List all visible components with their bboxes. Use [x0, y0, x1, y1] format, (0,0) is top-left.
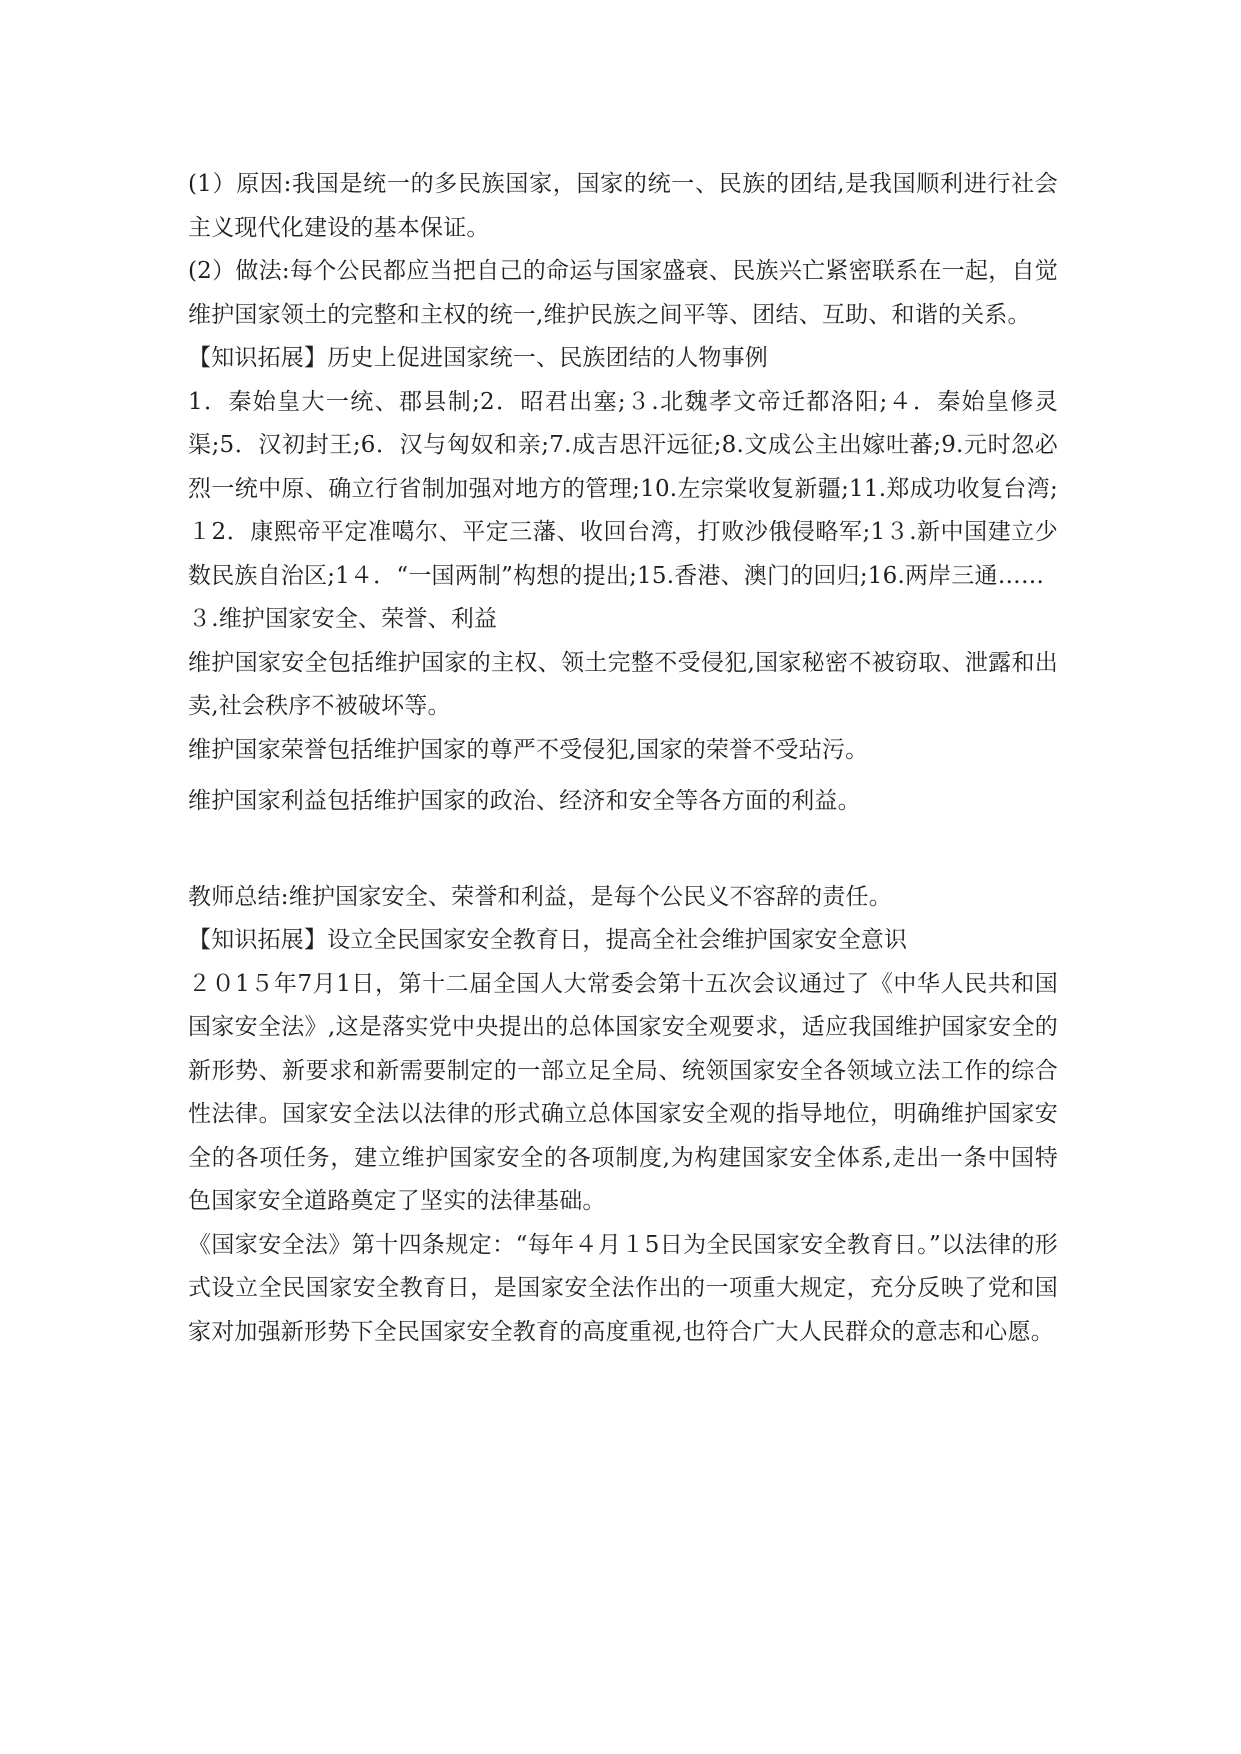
paragraph-knowledge-heading-2: 【知识拓展】设立全民国家安全教育日，提高全社会维护国家安全意识 — [188, 927, 908, 953]
paragraph-historical-examples: 1．秦始皇大一统、郡县制;2．昭君出塞;３.北魏孝文帝迁都洛阳;４．秦始皇修灵渠;5．汉初封王;6．汉与匈奴和亲;7.成吉思汗远征;8.文成公主出嫁吐蕃;9.元时忽必烈一统中原、确立行省制加强对地方的管理;10.左宗棠收复新疆;11.郑成功收复台湾;１2．康熙帝平定准噶尔、平定三藩、收回台湾，打败沙俄侵略军;1３.新中国建立少数民族自治区;1４．“一国两制”构想的提出;15.香港、澳门的回归;16.两岸三通…… — [188, 388, 1058, 589]
paragraph-teacher-summary: 教师总结:维护国家安全、荣誉和利益，是每个公民义不容辞的责任。 — [188, 883, 892, 910]
document-body — [188, 163, 1058, 1354]
paragraph-national-security: 维护国家安全包括维护国家的主权、领土完整不受侵犯,国家秘密不被窃取、泄露和出卖,社会秩序不被破坏等。 — [188, 649, 1058, 719]
paragraph-knowledge-heading-1: 【知识拓展】历史上促进国家统一、民族团结的人物事例 — [188, 345, 768, 371]
paragraph-reason: (1）原因:我国是统一的多民族国家，国家的统一、民族的团结,是我国顺利进行社会主义现代化建设的基本保证。 — [188, 171, 1058, 241]
paragraph-national-interest: 维护国家利益包括维护国家的政治、经济和安全等各方面的利益。 — [188, 788, 861, 814]
paragraph-education-day: 《国家安全法》第十四条规定：“每年４月１5日为全民国家安全教育日。”以法律的形式设立全民国家安全教育日，是国家安全法作出的一项重大规定，充分反映了党和国家对加强新形势下全民国家安全教育的高度重视,也符合广大人民群众的意志和心愿。 — [188, 1231, 1058, 1345]
paragraph-method: (2）做法:每个公民都应当把自己的命运与国家盛衰、民族兴亡紧密联系在一起，自觉维护国家领土的完整和主权的统一,维护民族之间平等、团结、互助、和谐的关系。 — [188, 258, 1058, 328]
paragraph-security-law: ２０1５年7月1日，第十二届全国人大常委会第十五次会议通过了《中华人民共和国国家安全法》,这是落实党中央提出的总体国家安全观要求，适应我国维护国家安全的新形势、新要求和新需要制定的一部立足全局、统领国家安全各领域立法工作的综合性法律。国家安全法以法律的形式确立总体国家安全观的指导地位，明确维护国家安全的各项任务，建立维护国家安全的各项制度,为构建国家安全体系,走出一条中国特色国家安全道路奠定了坚实的法律基础。 — [188, 970, 1058, 1214]
section-heading-3: ３.维护国家安全、荣誉、利益 — [188, 606, 498, 632]
paragraph-national-honor: 维护国家荣誉包括维护国家的尊严不受侵犯,国家的荣誉不受玷污。 — [188, 736, 869, 763]
